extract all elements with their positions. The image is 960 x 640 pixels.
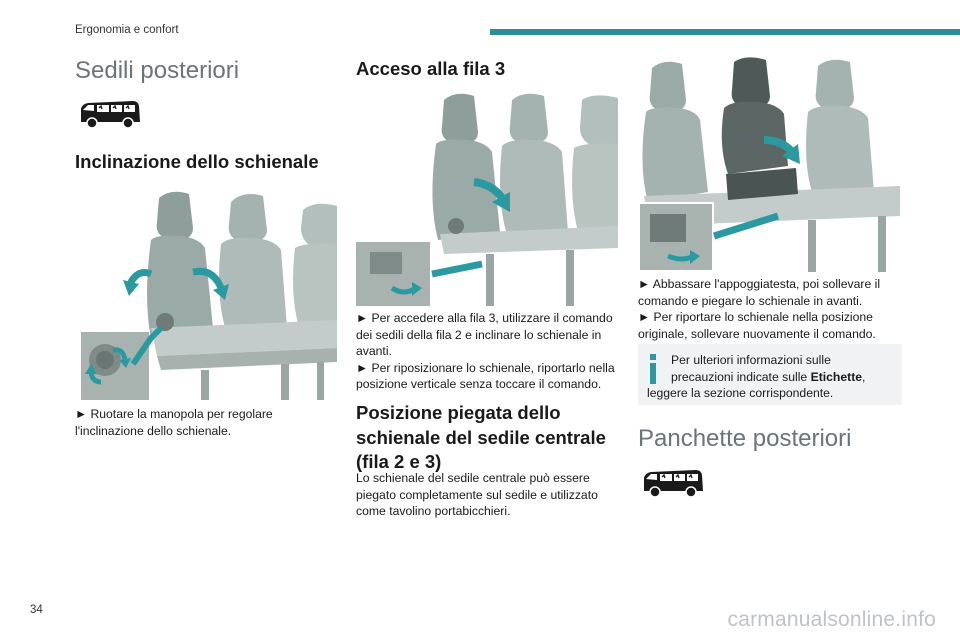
- subtitle-recline: Inclinazione dello schienale: [75, 151, 319, 172]
- fold-instruction-1: ► Abbassare l'appoggiatesta, poi sollevare il comando e piegare lo schienale in avanti.: [638, 277, 881, 308]
- row3-instruction-1: ► Per accedere alla fila 3, utilizzare il comando dei sedili della fila 2 e inclinare lo schienale in avanti.: [356, 311, 613, 359]
- center-seat-fold-illustration: [638, 56, 902, 272]
- header-accent-bar: [490, 29, 960, 35]
- page-number: 34: [30, 604, 43, 616]
- fold-instructions: [638, 276, 900, 342]
- seat-recline-illustration: [81, 188, 337, 400]
- watermark: carmanualsonline.info: [727, 608, 936, 631]
- row3-access-illustration: [356, 92, 618, 306]
- fold-instruction-2: ► Per riportare lo schienale nella posizione originale, sollevare nuovamente il comando.: [638, 310, 876, 341]
- folded-backrest-text: Lo schienale del sedile centrale può essere piegato completamente sul sedile e utilizzato come tavolino portabicchieri.: [356, 471, 598, 519]
- subtitle-folded-backrest: Posizione piegata dello schienale del sedile centrale (fila 2 e 3): [356, 402, 606, 472]
- row3-instructions: [356, 310, 618, 393]
- section-header: Ergonomia e confort: [75, 24, 179, 36]
- recline-instruction: ► Ruotare la manopola per regolare l'inclinazione dello schienale.: [75, 407, 273, 438]
- info-box: [638, 344, 902, 405]
- section-title-benches: Panchette posteriori: [638, 425, 852, 452]
- van-icon: [640, 465, 704, 499]
- page-title: Sedili posteriori: [75, 57, 240, 84]
- row3-instruction-2: ► Per riposizionare lo schienale, riportarlo nella posizione verticale senza toccare il comando.: [356, 360, 615, 392]
- info-text: Per ulteriori informazioni sulle precauzioni indicate sulle Etichette, leggere la sezione corrispondente.: [647, 353, 866, 401]
- subtitle-row3-access: Acceso alla fila 3: [356, 58, 506, 79]
- van-icon: [77, 96, 141, 130]
